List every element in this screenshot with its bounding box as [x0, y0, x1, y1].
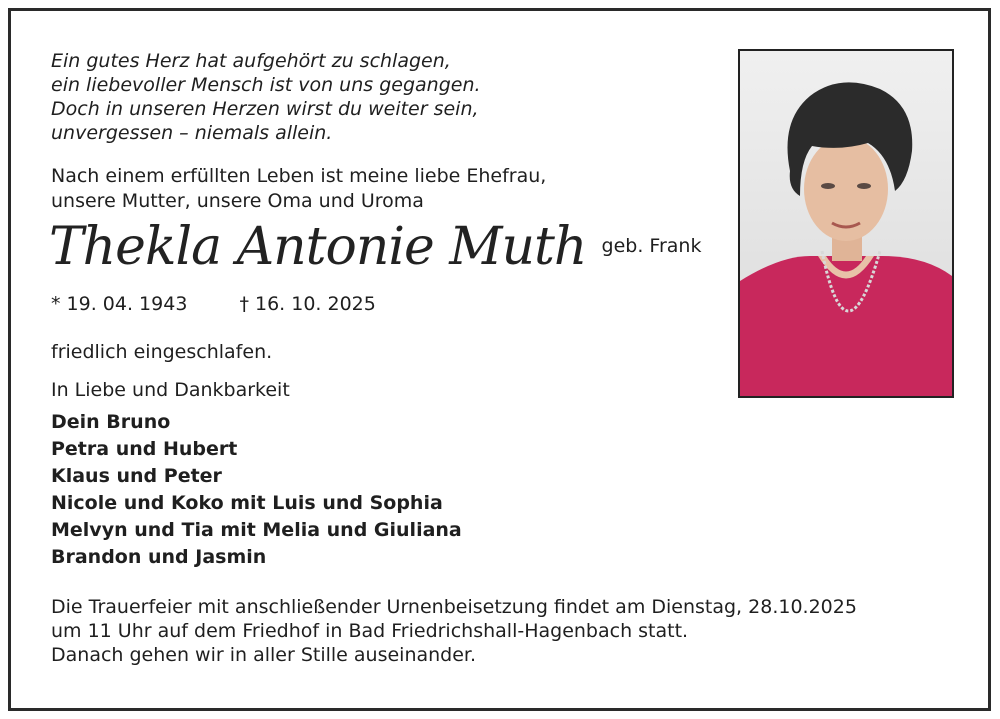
deceased-name: Thekla Antonie Muth	[49, 217, 587, 277]
family-list	[51, 409, 462, 571]
intro-text	[51, 164, 546, 214]
birth-date: * 19. 04. 1943	[51, 293, 188, 315]
intro-line: unsere Mutter, unsere Oma und Uroma	[51, 190, 424, 212]
family-member: Klaus und Peter	[51, 465, 222, 487]
poem-line: Ein gutes Herz hat aufgehört zu schlagen,	[51, 50, 451, 72]
family-member: Brandon und Jasmin	[51, 546, 267, 568]
death-date: † 16. 10. 2025	[239, 293, 376, 315]
life-dates	[51, 293, 376, 315]
maiden-name: geb. Frank	[601, 235, 702, 257]
right-eye	[857, 183, 871, 189]
family-member: Dein Bruno	[51, 411, 171, 433]
family-member: Melvyn und Tia mit Melia und Giuliana	[51, 519, 462, 541]
portrait-illustration	[740, 51, 952, 396]
family-member: Nicole und Koko mit Luis und Sophia	[51, 492, 443, 514]
obituary-content	[11, 11, 988, 708]
funeral-info	[51, 595, 857, 667]
intro-line: Nach einem erfüllten Leben ist meine liebe Ehefrau,	[51, 165, 547, 187]
closing-text: In Liebe und Dankbarkeit	[51, 379, 290, 401]
passing-text: friedlich eingeschlafen.	[51, 341, 273, 363]
funeral-info-line: um 11 Uhr auf dem Friedhof in Bad Friedrichshall-Hagenbach statt.	[51, 620, 689, 642]
funeral-info-line: Die Trauerfeier mit anschließender Urnenbeisetzung findet am Dienstag, 28.10.2025	[51, 596, 857, 618]
deceased-name-row	[49, 217, 701, 277]
poem-line: unvergessen – niemals allein.	[51, 122, 333, 144]
poem-line: ein liebevoller Mensch ist von uns gegangen.	[51, 74, 481, 96]
obituary-frame	[8, 8, 991, 711]
portrait-photo	[738, 49, 954, 398]
face	[804, 137, 888, 241]
poem	[51, 49, 481, 145]
funeral-info-line: Danach gehen wir in aller Stille auseinander.	[51, 644, 477, 666]
family-member: Petra und Hubert	[51, 438, 238, 460]
poem-line: Doch in unseren Herzen wirst du weiter sein,	[51, 98, 479, 120]
left-eye	[821, 183, 835, 189]
